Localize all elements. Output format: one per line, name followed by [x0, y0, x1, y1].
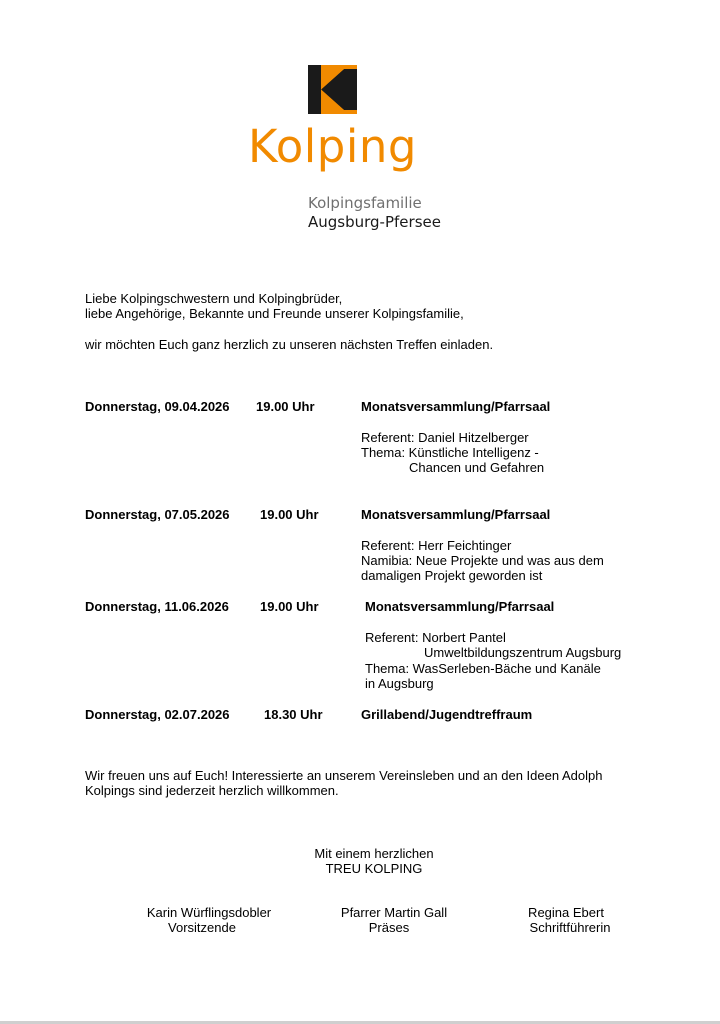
event-title: Monatsversammlung/Pfarrsaal	[361, 507, 551, 522]
event-detail: in Augsburg	[365, 676, 434, 691]
event-detail: Umweltbildungszentrum Augsburg	[424, 645, 622, 660]
invitation-line: wir möchten Euch ganz herzlich zu unseren nächsten Treffen einladen.	[85, 337, 494, 352]
kolping-wordmark: Kolping	[248, 120, 417, 173]
event-detail: Chancen und Gefahren	[409, 460, 545, 475]
greeting-line-1: Liebe Kolpingschwestern und Kolpingbrüder,	[85, 291, 343, 306]
org-line-1: Kolpingsfamilie	[308, 194, 422, 212]
event-date: Donnerstag, 09.04.2026	[85, 399, 230, 414]
salutation-line-2: TREU KOLPING	[325, 861, 423, 876]
signature-role: Vorsitzende	[168, 920, 236, 935]
signature-role: Präses	[368, 920, 410, 935]
event-title: Monatsversammlung/Pfarrsaal	[365, 599, 555, 614]
closing-line-1: Wir freuen uns auf Euch! Interessierte an unserem Vereinsleben und an den Ideen Adolph	[85, 768, 603, 783]
salutation-line-1: Mit einem herzlichen	[314, 846, 434, 861]
signature-name: Karin Würflingsdobler	[146, 905, 272, 920]
signature-role: Schriftführerin	[529, 920, 611, 935]
signature-name: Pfarrer Martin Gall	[340, 905, 448, 920]
event-detail: damaligen Projekt geworden ist	[361, 568, 543, 583]
event-detail: Referent: Daniel Hitzelberger	[361, 430, 529, 445]
kolping-k-logo-icon	[308, 65, 357, 114]
event-date: Donnerstag, 11.06.2026	[85, 599, 229, 614]
event-time: 18.30 Uhr	[264, 707, 323, 722]
event-detail: Namibia: Neue Projekte und was aus dem	[361, 553, 604, 568]
event-date: Donnerstag, 02.07.2026	[85, 707, 230, 722]
closing-line-2: Kolpings sind jederzeit herzlich willkommen.	[85, 783, 339, 798]
event-detail: Referent: Norbert Pantel	[365, 630, 506, 645]
event-time: 19.00 Uhr	[256, 399, 315, 414]
event-time: 19.00 Uhr	[260, 507, 319, 522]
event-title: Monatsversammlung/Pfarrsaal	[361, 399, 551, 414]
event-detail: Thema: WasSerleben-Bäche und Kanäle	[365, 661, 601, 676]
event-date: Donnerstag, 07.05.2026	[85, 507, 230, 522]
org-line-2: Augsburg-Pfersee	[308, 213, 441, 231]
event-detail: Thema: Künstliche Intelligenz -	[361, 445, 539, 460]
event-detail: Referent: Herr Feichtinger	[361, 538, 512, 553]
event-time: 19.00 Uhr	[260, 599, 319, 614]
greeting-line-2: liebe Angehörige, Bekannte und Freunde unserer Kolpingsfamilie,	[85, 306, 464, 321]
signature-name: Regina Ebert	[528, 905, 604, 920]
event-title: Grillabend/Jugendtreffraum	[361, 707, 533, 722]
